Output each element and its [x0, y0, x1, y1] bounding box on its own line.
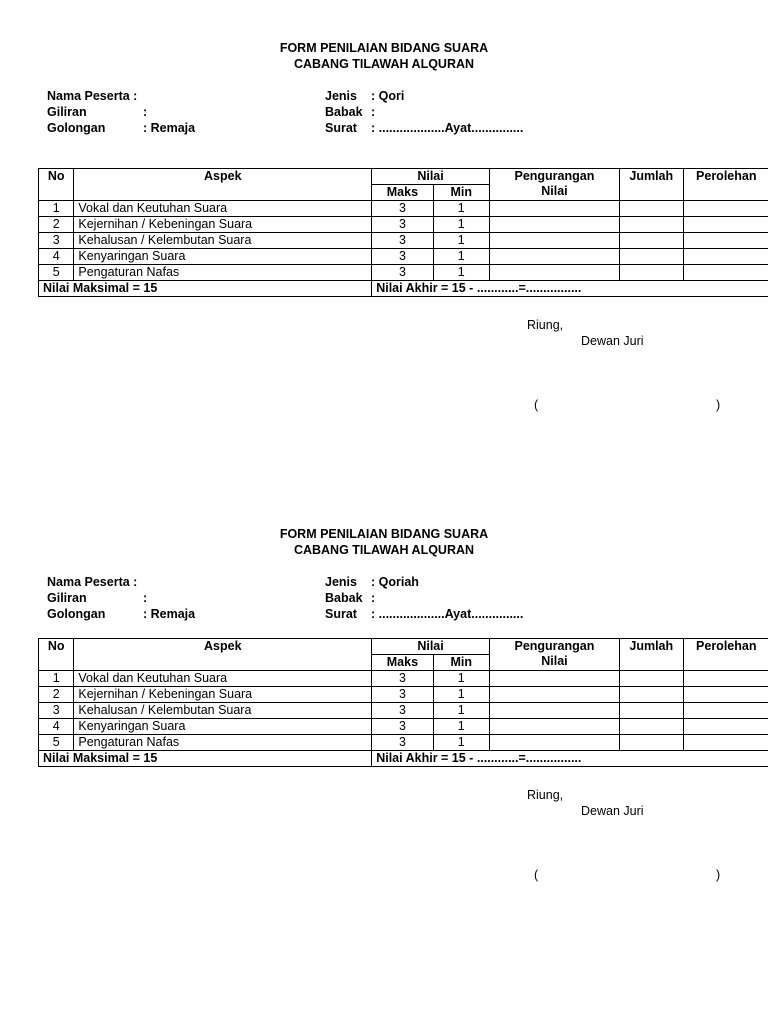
giliran-colon: :	[143, 105, 148, 119]
row-no: 1	[39, 671, 74, 687]
row-maks: 3	[372, 703, 433, 719]
nilai-akhir: Nilai Akhir = 15 - ............=................	[372, 281, 768, 297]
row-maks: 3	[372, 687, 433, 703]
signature-open-paren: (	[534, 398, 539, 412]
table-row	[39, 201, 768, 217]
table-row	[39, 265, 768, 281]
header-jumlah: Jumlah	[620, 169, 684, 201]
row-perolehan-cell[interactable]	[683, 719, 768, 735]
header-no: No	[39, 169, 74, 201]
header-perolehan: Perolehan	[683, 639, 768, 671]
row-no: 4	[39, 249, 74, 265]
row-perolehan-cell[interactable]	[683, 233, 768, 249]
row-jumlah-cell[interactable]	[620, 719, 684, 735]
row-pengurangan-cell[interactable]	[489, 719, 619, 735]
header-pengurangan-line2: Nilai	[541, 184, 568, 198]
row-jumlah-cell[interactable]	[620, 217, 684, 233]
row-maks: 3	[372, 265, 433, 281]
signature-close-paren: )	[716, 868, 721, 882]
babak-label: Babak	[325, 591, 363, 605]
signature-close-paren: )	[716, 398, 721, 412]
row-perolehan-cell[interactable]	[683, 217, 768, 233]
giliran-label: Giliran	[47, 591, 87, 605]
giliran-colon: :	[143, 591, 148, 605]
row-aspek: Kenyaringan Suara	[74, 719, 372, 735]
header-maks: Maks	[372, 185, 433, 201]
row-pengurangan-cell[interactable]	[489, 217, 619, 233]
row-aspek: Pengaturan Nafas	[74, 265, 372, 281]
signature-role: Dewan Juri	[581, 334, 644, 348]
header-pengurangan	[489, 169, 619, 201]
table-row	[39, 719, 768, 735]
row-min: 1	[433, 233, 489, 249]
row-maks: 3	[372, 719, 433, 735]
row-aspek: Vokal dan Keutuhan Suara	[74, 671, 372, 687]
row-no: 5	[39, 265, 74, 281]
table-row	[39, 233, 768, 249]
row-no: 4	[39, 719, 74, 735]
row-pengurangan-cell[interactable]	[489, 249, 619, 265]
row-jumlah-cell[interactable]	[620, 233, 684, 249]
form-title: FORM PENILAIAN BIDANG SUARA	[279, 41, 489, 55]
babak-value: :	[371, 105, 376, 119]
row-perolehan-cell[interactable]	[683, 687, 768, 703]
row-maks: 3	[372, 217, 433, 233]
row-min: 1	[433, 265, 489, 281]
babak-label: Babak	[325, 105, 363, 119]
row-maks: 3	[372, 201, 433, 217]
nilai-akhir: Nilai Akhir = 15 - ............=................	[372, 751, 768, 767]
row-no: 2	[39, 217, 74, 233]
table-row	[39, 671, 768, 687]
row-aspek: Kejernihan / Kebeningan Suara	[74, 687, 372, 703]
row-aspek: Vokal dan Keutuhan Suara	[74, 201, 372, 217]
row-min: 1	[433, 719, 489, 735]
golongan-value: : Remaja	[143, 121, 196, 135]
row-jumlah-cell[interactable]	[620, 249, 684, 265]
row-maks: 3	[372, 233, 433, 249]
golongan-label: Golongan	[47, 607, 106, 621]
golongan-value: : Remaja	[143, 607, 196, 621]
row-jumlah-cell[interactable]	[620, 703, 684, 719]
row-perolehan-cell[interactable]	[683, 703, 768, 719]
row-no: 3	[39, 233, 74, 249]
header-jumlah: Jumlah	[620, 639, 684, 671]
giliran-label: Giliran	[47, 105, 87, 119]
nama-peserta-label: Nama Peserta :	[47, 89, 138, 103]
row-jumlah-cell[interactable]	[620, 671, 684, 687]
row-perolehan-cell[interactable]	[683, 671, 768, 687]
jenis-value: : Qori	[371, 89, 405, 103]
row-aspek: Kejernihan / Kebeningan Suara	[74, 217, 372, 233]
row-min: 1	[433, 249, 489, 265]
row-jumlah-cell[interactable]	[620, 735, 684, 751]
row-maks: 3	[372, 671, 433, 687]
header-min: Min	[433, 185, 489, 201]
table-row	[39, 703, 768, 719]
row-no: 1	[39, 201, 74, 217]
form-title: FORM PENILAIAN BIDANG SUARA	[279, 527, 489, 541]
row-no: 2	[39, 687, 74, 703]
row-pengurangan-cell[interactable]	[489, 687, 619, 703]
header-pengurangan	[489, 639, 619, 671]
row-jumlah-cell[interactable]	[620, 265, 684, 281]
header-pengurangan-line2: Nilai	[541, 654, 568, 668]
jenis-value: : Qoriah	[371, 575, 419, 589]
nilai-maksimal: Nilai Maksimal = 15	[39, 281, 372, 297]
header-no: No	[39, 639, 74, 671]
signature-place: Riung,	[527, 788, 564, 802]
jenis-label: Jenis	[325, 575, 357, 589]
row-no: 5	[39, 735, 74, 751]
header-perolehan: Perolehan	[683, 169, 768, 201]
jenis-label: Jenis	[325, 89, 357, 103]
row-min: 1	[433, 671, 489, 687]
surat-label: Surat	[325, 121, 357, 135]
row-min: 1	[433, 217, 489, 233]
row-jumlah-cell[interactable]	[620, 687, 684, 703]
row-perolehan-cell[interactable]	[683, 249, 768, 265]
header-aspek: Aspek	[74, 639, 372, 671]
row-no: 3	[39, 703, 74, 719]
row-min: 1	[433, 735, 489, 751]
form-subtitle: CABANG TILAWAH ALQURAN	[293, 543, 475, 557]
table-row	[39, 249, 768, 265]
signature-open-paren: (	[534, 868, 539, 882]
row-perolehan-cell[interactable]	[683, 265, 768, 281]
row-pengurangan-cell[interactable]	[489, 233, 619, 249]
row-min: 1	[433, 687, 489, 703]
score-table	[38, 168, 768, 297]
row-aspek: Kehalusan / Kelembutan Suara	[74, 233, 372, 249]
score-table	[38, 638, 768, 767]
row-min: 1	[433, 703, 489, 719]
header-maks: Maks	[372, 655, 433, 671]
header-nilai: Nilai	[372, 169, 490, 185]
row-maks: 3	[372, 249, 433, 265]
header-aspek: Aspek	[74, 169, 372, 201]
golongan-label: Golongan	[47, 121, 106, 135]
babak-value: :	[371, 591, 376, 605]
row-aspek: Kehalusan / Kelembutan Suara	[74, 703, 372, 719]
signature-role: Dewan Juri	[581, 804, 644, 818]
assessment-form-1	[0, 32, 768, 502]
row-min: 1	[433, 201, 489, 217]
nama-peserta-label: Nama Peserta :	[47, 575, 138, 589]
surat-value: : ...................Ayat...............	[371, 607, 524, 621]
table-row	[39, 735, 768, 751]
surat-label: Surat	[325, 607, 357, 621]
row-jumlah-cell[interactable]	[620, 201, 684, 217]
row-perolehan-cell[interactable]	[683, 735, 768, 751]
row-maks: 3	[372, 735, 433, 751]
row-aspek: Kenyaringan Suara	[74, 249, 372, 265]
header-min: Min	[433, 655, 489, 671]
row-perolehan-cell[interactable]	[683, 201, 768, 217]
table-row	[39, 687, 768, 703]
header-pengurangan-line1: Pengurangan	[514, 639, 595, 653]
row-pengurangan-cell[interactable]	[489, 735, 619, 751]
assessment-form-2	[0, 518, 768, 988]
signature-place: Riung,	[527, 318, 564, 332]
row-pengurangan-cell[interactable]	[489, 201, 619, 217]
surat-value: : ...................Ayat...............	[371, 121, 524, 135]
nilai-maksimal: Nilai Maksimal = 15	[39, 751, 372, 767]
row-pengurangan-cell[interactable]	[489, 671, 619, 687]
header-nilai: Nilai	[372, 639, 490, 655]
table-row	[39, 217, 768, 233]
form-subtitle: CABANG TILAWAH ALQURAN	[293, 57, 475, 71]
row-pengurangan-cell[interactable]	[489, 703, 619, 719]
row-aspek: Pengaturan Nafas	[74, 735, 372, 751]
header-pengurangan-line1: Pengurangan	[514, 169, 595, 183]
row-pengurangan-cell[interactable]	[489, 265, 619, 281]
